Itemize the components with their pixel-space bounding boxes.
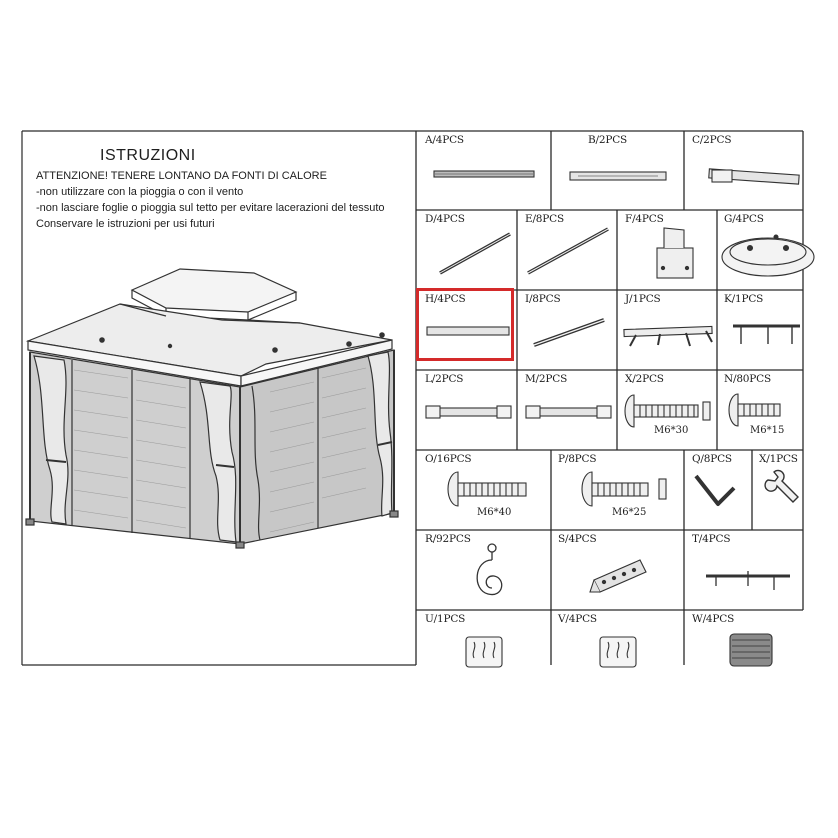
part-d-drawing (440, 234, 510, 273)
part-label-r: R/92PCS (425, 533, 471, 545)
part-e-drawing (528, 229, 608, 273)
size-label-n: M6*15 (750, 425, 785, 436)
part-label-p: P/8PCS (558, 453, 597, 465)
instructions-title: ISTRUZIONI (100, 147, 196, 164)
part-label-x1: X/1PCS (759, 453, 798, 465)
gazebo-illustration (26, 269, 398, 548)
part-label-j: J/1PCS (625, 293, 661, 305)
instruction-line: Conservare le istruzioni per usi futuri (36, 218, 215, 230)
part-label-i: I/8PCS (525, 293, 561, 305)
part-v-drawing (600, 637, 636, 667)
part-c-drawing (709, 169, 799, 184)
warning-line: ATTENZIONE! TENERE LONTANO DA FONTI DI CALORE (36, 170, 327, 182)
part-o-drawing (448, 472, 526, 506)
part-label-t: T/4PCS (692, 533, 731, 545)
instruction-line: -non utilizzare con la pioggia o con il vento (36, 186, 244, 198)
part-p-drawing (582, 472, 666, 506)
part-x2-drawing (625, 395, 710, 427)
part-label-w: W/4PCS (692, 613, 735, 625)
part-label-m: M/2PCS (525, 373, 568, 385)
part-s-drawing (590, 560, 646, 592)
part-label-k: K/1PCS (724, 293, 764, 305)
part-l-drawing (426, 406, 511, 418)
size-label-o: M6*40 (477, 507, 512, 518)
part-label-a: A/4PCS (425, 134, 464, 146)
part-label-o: O/16PCS (425, 453, 472, 465)
size-label-p: M6*25 (612, 507, 647, 518)
part-x1-drawing (765, 470, 798, 502)
part-w-drawing (730, 634, 772, 666)
part-k-drawing (733, 326, 800, 344)
part-n-drawing (729, 394, 780, 426)
part-label-d: D/4PCS (425, 213, 465, 225)
part-label-c: C/2PCS (692, 134, 732, 146)
size-label-x2: M6*30 (654, 425, 689, 436)
part-label-e: E/8PCS (525, 213, 564, 225)
part-g-drawing (722, 235, 814, 276)
part-f-drawing (657, 228, 693, 278)
part-i-drawing (534, 320, 604, 345)
part-u-drawing (466, 637, 502, 667)
part-label-f: F/4PCS (625, 213, 664, 225)
part-label-s: S/4PCS (558, 533, 597, 545)
part-j-drawing (624, 326, 712, 346)
part-label-l: L/2PCS (425, 373, 464, 385)
part-h-highlight (416, 288, 514, 361)
part-a-drawing (434, 171, 534, 177)
part-label-u: U/1PCS (425, 613, 466, 625)
part-label-v: V/4PCS (558, 613, 597, 625)
part-t-drawing (706, 571, 790, 590)
part-r-drawing (477, 544, 502, 595)
part-label-n: N/80PCS (724, 373, 771, 385)
part-b-drawing (570, 172, 666, 180)
instruction-line: -non lasciare foglie o pioggia sul tetto per evitare lacerazioni del tessuto (36, 202, 385, 214)
part-label-h: H/4PCS (425, 293, 466, 305)
part-q-drawing (696, 476, 734, 504)
part-m-drawing (526, 406, 611, 418)
part-label-q: Q/8PCS (692, 453, 732, 465)
part-label-b: B/2PCS (588, 134, 628, 146)
part-label-x2: X/2PCS (625, 373, 664, 385)
part-label-g: G/4PCS (724, 213, 764, 225)
